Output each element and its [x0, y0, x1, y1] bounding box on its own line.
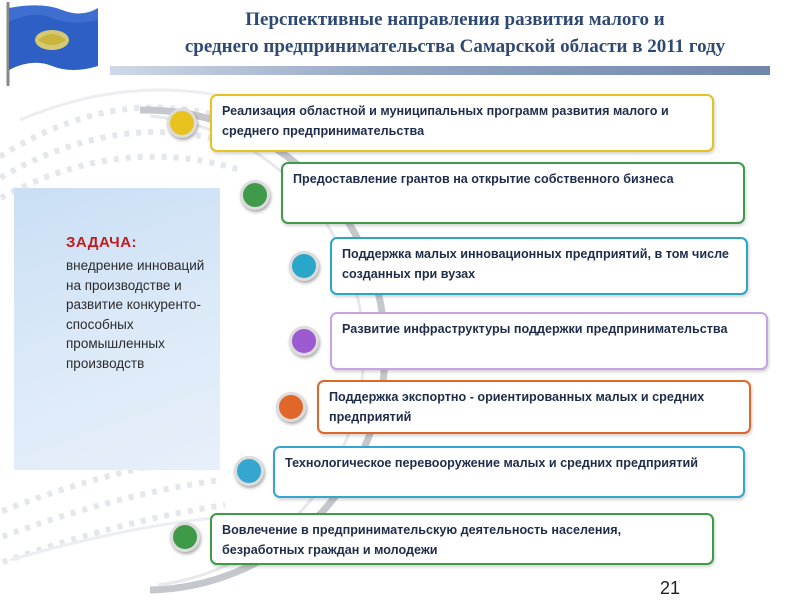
direction-item-7 [210, 513, 714, 565]
direction-item-6-text: Технологическое перевооружение малых и средних предприятий [285, 456, 699, 470]
direction-item-5 [317, 380, 751, 434]
direction-item-3 [330, 237, 748, 295]
title-line-2: среднего предпринимательства Самарской области в 2011 году [184, 36, 726, 57]
direction-item-7-text: Вовлечение в предпринимательскую деятельность населения, безработных граждан и молодежи [222, 523, 622, 557]
direction-item-1 [210, 94, 714, 152]
flag-icon [2, 0, 102, 88]
direction-item-3-text: Поддержка малых инновационных предприятий, в том числе созданных при вузах [342, 247, 729, 281]
bullet-dot-3 [289, 251, 319, 281]
direction-item-6 [273, 446, 745, 498]
page-number: 21 [660, 578, 681, 598]
task-description: внедрение инноваций на производстве и развитие конкуренто-способных промышленных производств [66, 258, 205, 371]
direction-item-5-text: Поддержка экспортно - ориентированных малых и средних предприятий [329, 390, 705, 424]
direction-item-2 [281, 162, 745, 224]
direction-item-2-text: Предоставление грантов на открытие собственного бизнеса [293, 172, 674, 186]
bullet-dot-1 [167, 108, 197, 138]
title-line-1: Перспективные направления развития малого и [245, 9, 665, 30]
bullet-dot-6 [234, 456, 264, 486]
task-heading: ЗАДАЧА: [66, 234, 138, 251]
bullet-dot-7 [170, 522, 200, 552]
bullet-dot-5 [276, 392, 306, 422]
title-underline [110, 66, 770, 75]
direction-item-1-text: Реализация областной и муниципальных программ развития малого и среднего предпринимательства [222, 104, 669, 138]
page-title [110, 6, 800, 60]
bullet-dot-4 [289, 326, 319, 356]
bullet-dot-2 [240, 180, 270, 210]
direction-item-4 [330, 312, 768, 370]
direction-item-4-text: Развитие инфраструктуры поддержки предпринимательства [342, 322, 728, 336]
